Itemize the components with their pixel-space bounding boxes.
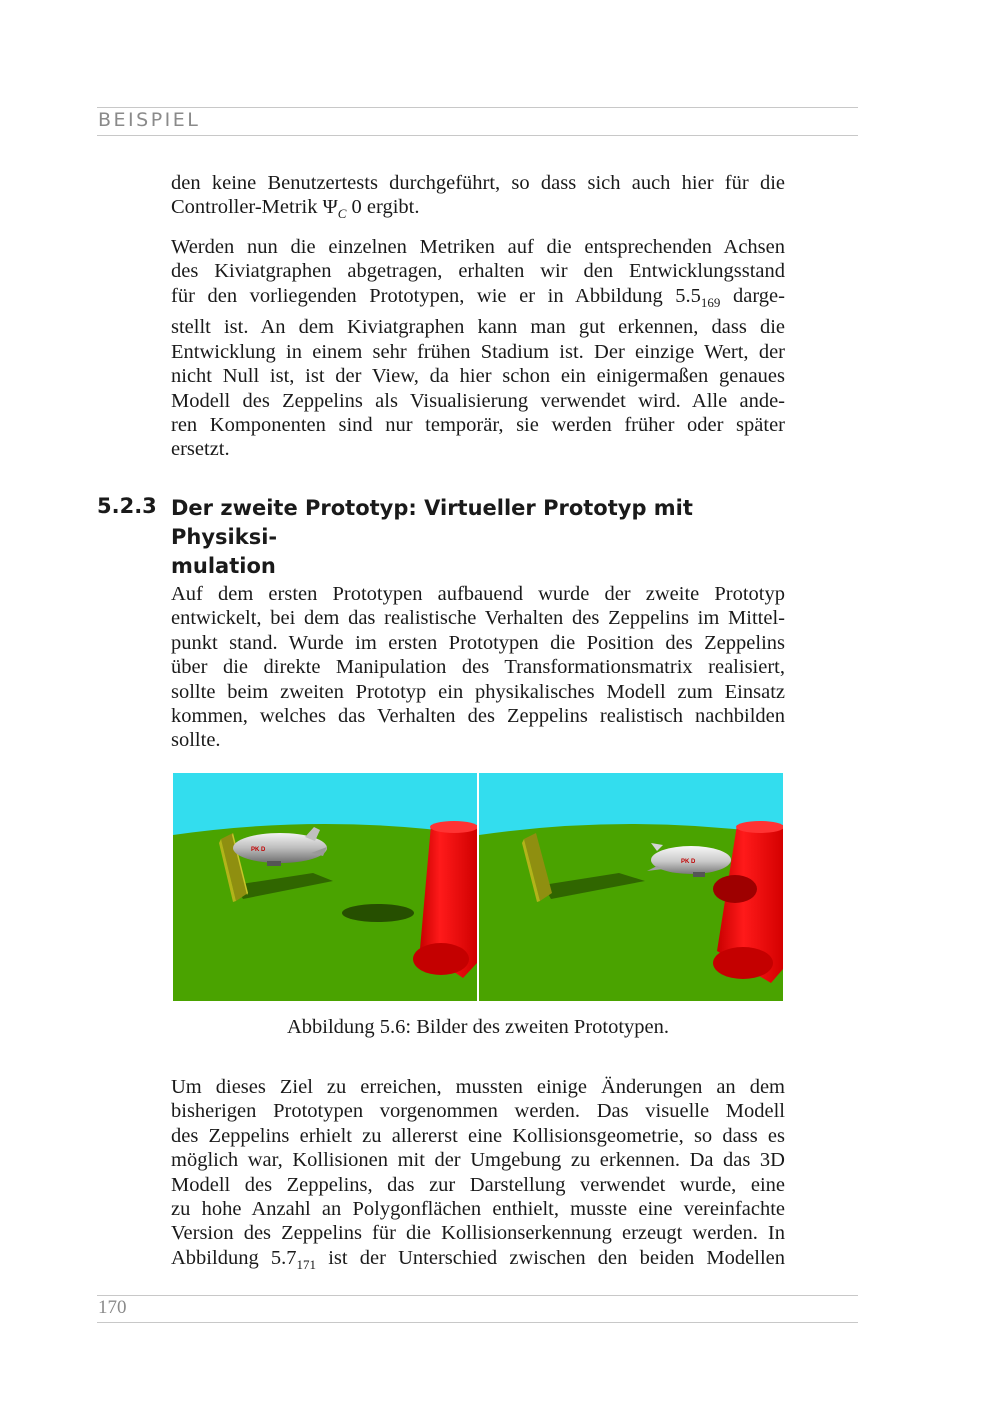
paragraph-4-line-4: möglich war, Kollisionen mit der Umgebung zu erkennen. Da das 3D	[171, 1149, 785, 1172]
paragraph-2-line-9: ersetzt.	[171, 438, 230, 461]
page-number: 170	[98, 1297, 127, 1318]
screenshot-left	[173, 773, 477, 1001]
paragraph-1-line-1: den keine Benutzertests durchgeführt, so dass sich auch hier für die	[171, 172, 785, 194]
figure-prototype-screenshots	[173, 773, 783, 1001]
paragraph-1	[171, 171, 785, 227]
zeppelin-gondola-left	[267, 861, 281, 866]
paragraph-3-line-3: punkt stand. Wurde im ersten Prototypen die Position des Zeppelins	[171, 631, 785, 654]
paragraph-2-line-3	[171, 284, 785, 316]
header-rule-top	[97, 107, 858, 108]
paragraph-2-line-6: nicht Null ist, ist der View, da hier schon ein einigermaßen genaues	[171, 365, 785, 388]
footer-rule-bottom	[97, 1322, 858, 1323]
running-head: BEISPIEL	[98, 109, 201, 131]
red-cylinder-top	[736, 821, 783, 833]
zeppelin-label-left: PK D	[251, 847, 266, 853]
paragraph-4-line-1: Um dieses Ziel zu erreichen, mussten einige Änderungen an dem	[171, 1076, 785, 1098]
paragraph-2	[171, 235, 785, 462]
paragraph-4-line-2: bisherigen Prototypen vorgenommen werden. Das visuelle Modell	[171, 1100, 785, 1123]
paragraph-3-line-2: entwickelt, bei dem das realistische Verhalten des Zeppelins im Mittel-	[171, 607, 785, 630]
paragraph-3	[171, 582, 785, 753]
paragraph-2-line-2: des Kiviatgraphen abgetragen, erhalten wir den Entwicklungsstand	[171, 260, 785, 283]
paragraph-4-line-7: Version des Zeppelins für die Kollisionserkennung erzeugt werden. In	[171, 1222, 785, 1245]
figure-caption: Abbildung 5.6: Bilder des zweiten Prototypen.	[286, 1016, 670, 1038]
paragraph-3-line-6: kommen, welches das Verhalten des Zeppelins realistisch nachbilden	[171, 705, 785, 728]
zeppelin-label-right: PK D	[681, 859, 696, 865]
section-title-line-2: mulation	[171, 554, 276, 578]
controller-metric-text: Controller-Metrik Ψ	[171, 196, 338, 219]
paragraph-4-line-8-end: ist der Unterschied zwischen den beiden Modellen	[316, 1246, 785, 1269]
section-number: 5.2.3	[97, 494, 157, 518]
paragraph-2-line-4: stellt ist. An dem Kiviatgraphen kann man gut erkennen, dass die	[171, 316, 785, 339]
controller-metric-value: 0 ergibt.	[346, 196, 420, 219]
zeppelin-gondola-right	[693, 872, 705, 877]
paragraph-4-line-8-text: Abbildung 5.7	[171, 1246, 297, 1269]
paragraph-4-line-6: zu hohe Anzahl an Polygonflächen enthielt, musste eine vereinfachte	[171, 1198, 785, 1221]
shadow-zeppelin	[342, 904, 414, 922]
controller-metric-subscript: C	[337, 206, 347, 222]
paragraph-2-line-3-end: darge-	[720, 284, 785, 307]
paragraph-4-line-8	[171, 1246, 785, 1278]
section-title-line-1: Der zweite Prototyp: Virtueller Prototyp mit Physiksi-	[171, 496, 693, 549]
paragraph-3-line-4: über die direkte Manipulation des Transformationsmatrix realisiert,	[171, 656, 785, 679]
paragraph-2-line-7: Modell des Zeppelins als Visualisierung verwendet wird. Alle ande-	[171, 389, 785, 412]
red-cylinder-top	[430, 821, 477, 833]
section-title	[171, 494, 789, 581]
scene-right	[479, 773, 783, 1001]
red-cylinder-base	[713, 947, 773, 979]
paragraph-4-line-5: Modell des Zeppelins, das zur Darstellung verwendet wurde, eine	[171, 1173, 785, 1196]
paragraph-2-line-5: Entwicklung in einem sehr frühen Stadium ist. Der einzige Wert, der	[171, 340, 785, 363]
scene-left	[173, 773, 477, 1001]
figure-ref-page: 169	[700, 294, 721, 310]
paragraph-4	[171, 1075, 785, 1277]
shadow-zeppelin-on-cylinder	[713, 875, 757, 903]
paragraph-3-line-7: sollte.	[171, 729, 221, 752]
paragraph-2-line-8: ren Komponenten sind nur temporär, sie werden früher oder später	[171, 413, 785, 436]
paragraph-4-line-3: des Zeppelins erhielt zu allererst eine Kollisionsgeometrie, so dass es	[171, 1124, 785, 1147]
paragraph-3-line-1: Auf dem ersten Prototypen aufbauend wurde der zweite Prototyp	[171, 583, 785, 605]
paragraph-2-line-3-text: für den vorliegenden Prototypen, wie er in Abbildung 5.5	[171, 284, 701, 307]
footer-rule-top	[97, 1295, 858, 1296]
header-rule-bottom	[97, 135, 858, 136]
paragraph-1-line-2	[171, 195, 785, 227]
screenshot-right	[479, 773, 783, 1001]
red-cylinder-base	[413, 943, 469, 975]
paragraph-2-line-1: Werden nun die einzelnen Metriken auf die entsprechenden Achsen	[171, 236, 785, 258]
paragraph-3-line-5: sollte beim zweiten Prototyp ein physikalisches Modell zum Einsatz	[171, 680, 785, 703]
figure-ref-page-2: 171	[296, 1256, 317, 1272]
